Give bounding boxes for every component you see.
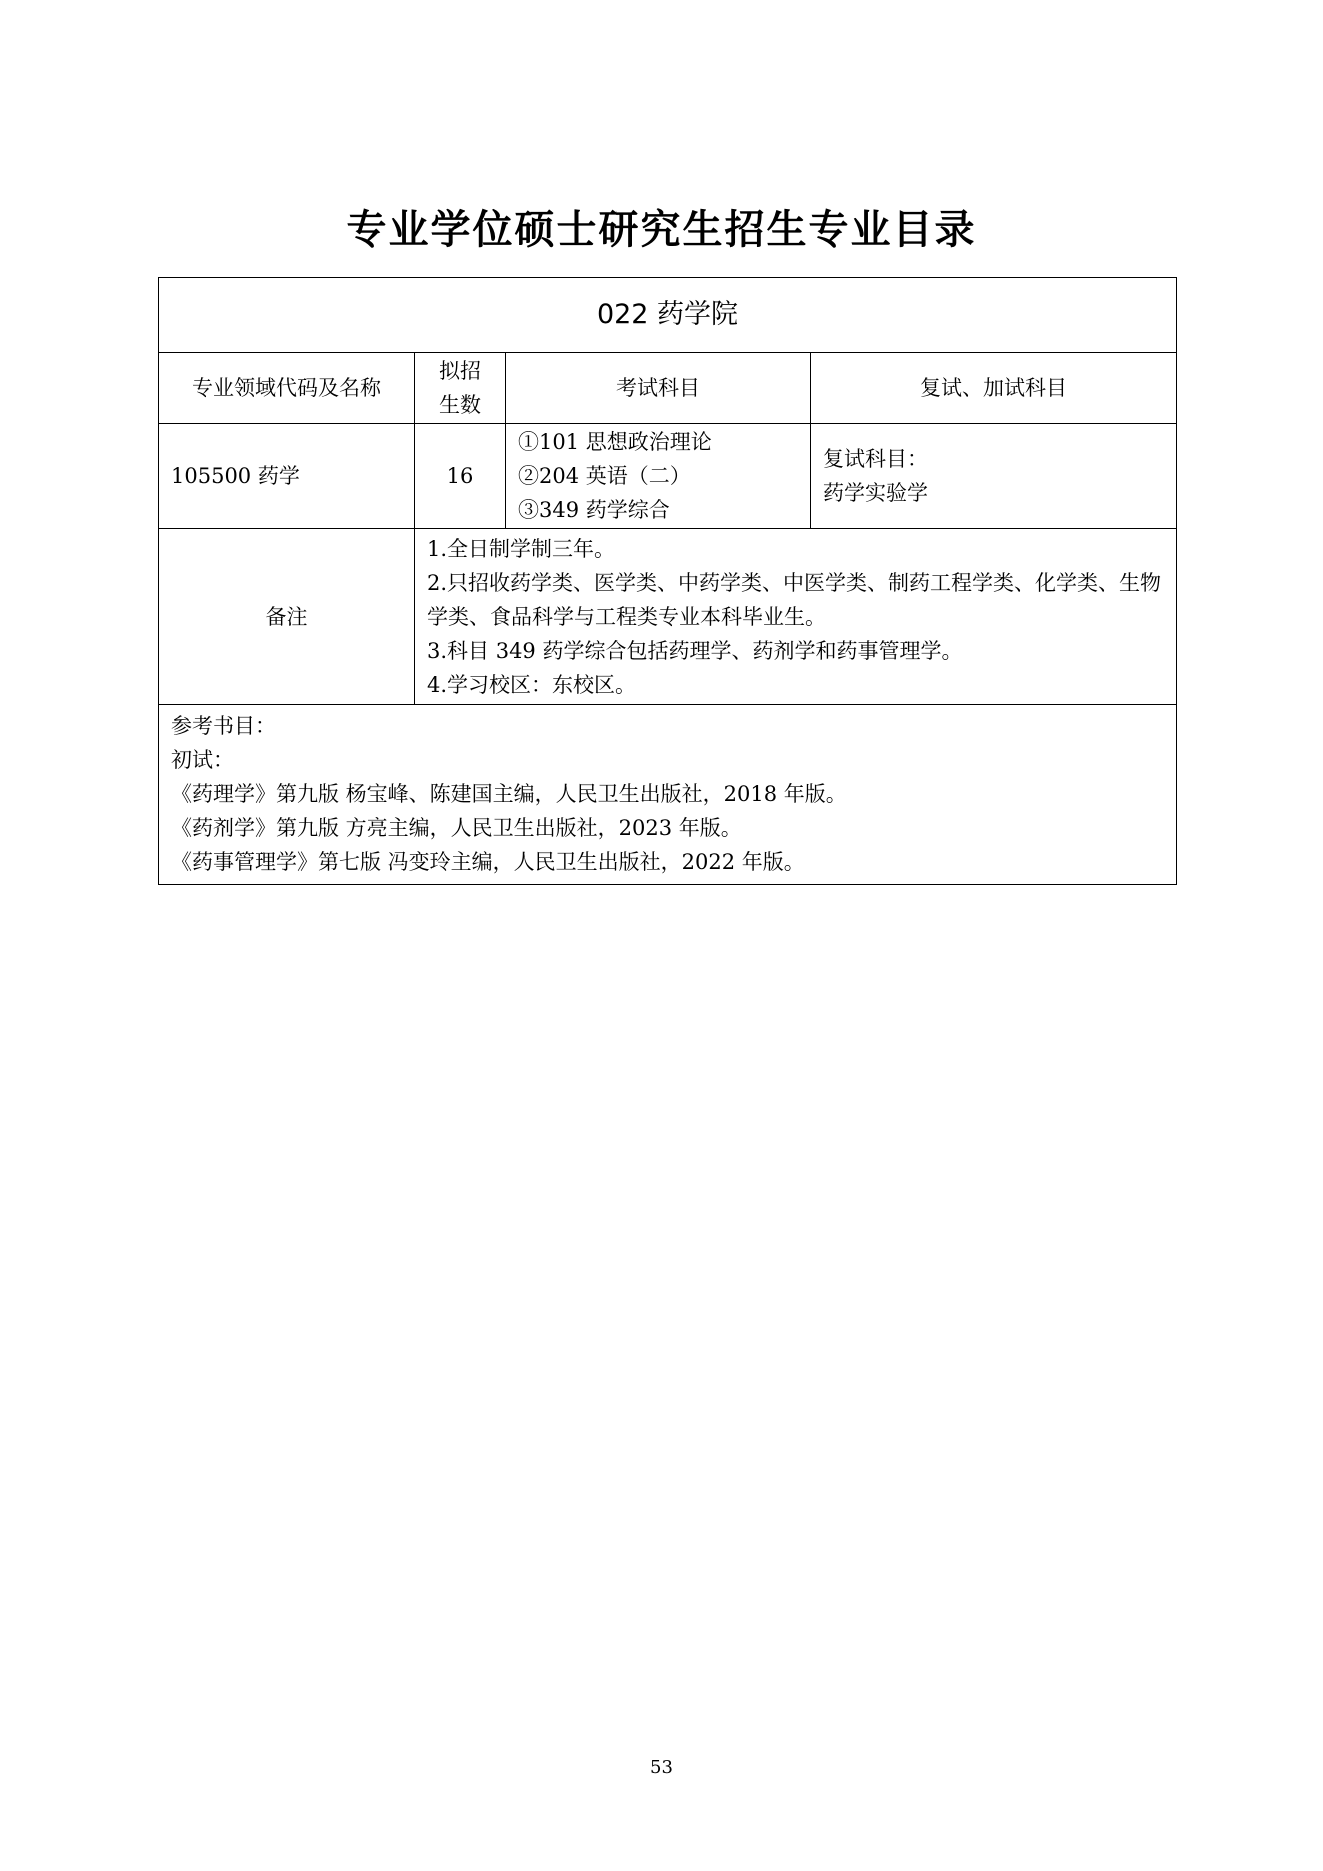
exam-subject: ②204 英语（二） [518, 464, 691, 488]
retest-label: 复试科目： [823, 447, 928, 471]
header-quota-line2: 生数 [439, 393, 481, 417]
header-retest: 复试、加试科目 [811, 353, 1177, 424]
references-heading: 参考书目： [171, 714, 276, 738]
header-row [159, 353, 1177, 424]
reference-book: 《药剂学》第九版 方亮主编，人民卫生出版社，2023 年版。 [171, 816, 742, 840]
note-item: 2.只招收药学类、医学类、中药学类、中医学类、制药工程学类、化学类、生物学类、食品科学与工程类专业本科毕业生。 [427, 570, 1162, 629]
references-content [159, 705, 1177, 885]
note-item: 3.科目 349 药学综合包括药理学、药剂学和药事管理学。 [427, 638, 963, 663]
header-quota-line1: 拟招 [439, 359, 481, 383]
exam-subject: ③349 药学综合 [518, 498, 670, 522]
header-exam: 考试科目 [506, 353, 811, 424]
college-name: 022 药学院 [159, 278, 1177, 353]
header-quota [415, 353, 506, 424]
catalog-table [158, 277, 1177, 885]
note-item: 4.学习校区：东校区。 [427, 672, 637, 697]
college-row [159, 278, 1177, 353]
notes-row [159, 529, 1177, 705]
retest-subject: 药学实验学 [823, 481, 928, 505]
notes-label: 备注 [159, 529, 415, 705]
program-row [159, 424, 1177, 529]
note-item: 1.全日制学制三年。 [427, 536, 616, 561]
program-exams [506, 424, 811, 529]
references-subheading: 初试： [171, 748, 234, 772]
page-title: 专业学位硕士研究生招生专业目录 [346, 207, 977, 253]
references-row [159, 705, 1177, 885]
header-field: 专业领域代码及名称 [159, 353, 415, 424]
notes-content [415, 529, 1177, 705]
reference-book: 《药事管理学》第七版 冯变玲主编，人民卫生出版社，2022 年版。 [171, 850, 805, 874]
exam-subject: ①101 思想政治理论 [518, 430, 712, 454]
program-field: 105500 药学 [159, 424, 415, 529]
page-number: 53 [650, 1757, 673, 1778]
program-quota: 16 [415, 424, 506, 529]
reference-book: 《药理学》第九版 杨宝峰、陈建国主编，人民卫生出版社，2018 年版。 [171, 782, 847, 806]
program-retest [811, 424, 1177, 529]
